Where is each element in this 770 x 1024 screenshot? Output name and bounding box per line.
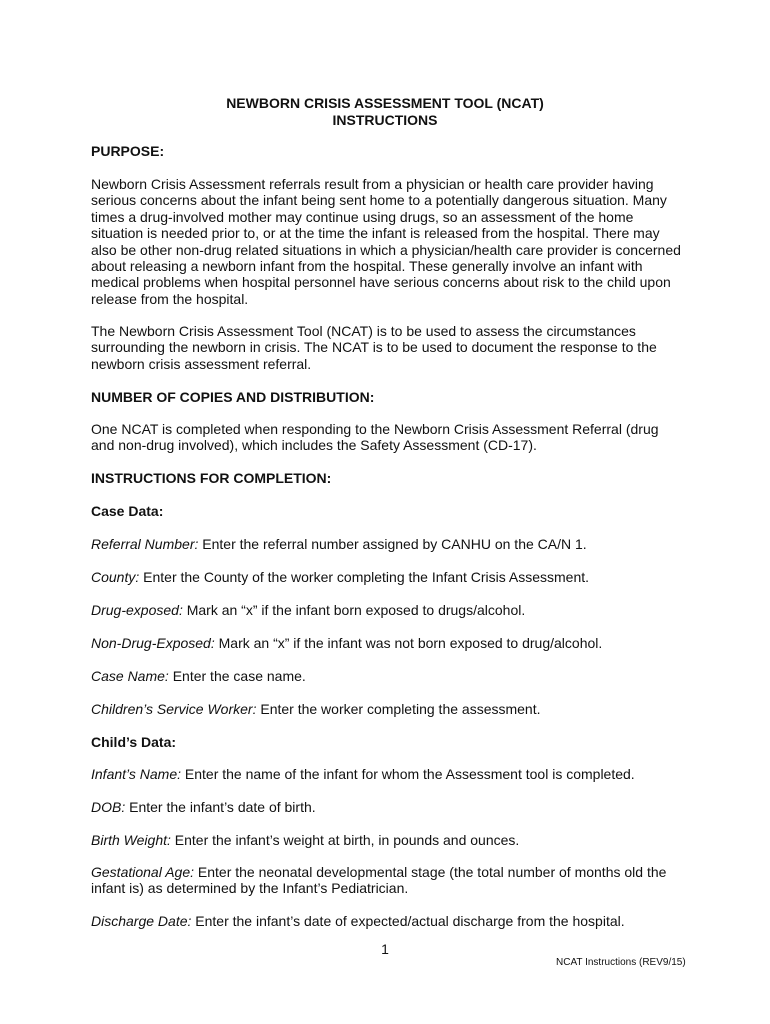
dob-text: Enter the infant’s date of birth.: [125, 799, 316, 815]
discharge-date-label: Discharge Date:: [91, 913, 192, 929]
birth-weight-label: Birth Weight:: [91, 832, 171, 848]
service-worker-label: Children’s Service Worker:: [91, 701, 257, 717]
case-data-heading: Case Data:: [91, 503, 164, 519]
drug-exposed-text: Mark an “x” if the infant born exposed to drugs/alcohol.: [182, 602, 526, 618]
discharge-date-item: [91, 913, 681, 929]
non-drug-exposed-item: [91, 635, 681, 651]
gestational-age-label: Gestational Age:: [91, 864, 194, 880]
drug-exposed-item: [91, 602, 681, 618]
county-item: [91, 569, 681, 585]
purpose-paragraph-1: Newborn Crisis Assessment referrals result from a physician or health care provider having serious concerns about the infant being sent home to a potentially dangerous situation. Many times a drug-involved mother may continue using drugs, so an assessment of the home situation is needed prior to, or at the time the infant is released from the hospital. There may also be other non-drug related situations in which a physician/health care provider is concerned about releasing a newborn infant from the hospital. These generally involve an infant with medical problems when hospital personnel have serious concerns about risk to the child upon release from the hospital.: [91, 176, 681, 307]
dob-item: [91, 799, 681, 815]
page-number: 1: [381, 941, 389, 957]
instructions-heading: INSTRUCTIONS FOR COMPLETION:: [91, 470, 332, 486]
non-drug-exposed-label: Non-Drug-Exposed:: [91, 635, 215, 651]
child-data-heading: Child’s Data:: [91, 734, 177, 750]
document-title: NEWBORN CRISIS ASSESSMENT TOOL (NCAT): [226, 95, 544, 111]
county-label: County:: [91, 569, 140, 585]
birth-weight-text: Enter the infant’s weight at birth, in pounds and ounces.: [170, 832, 520, 848]
infant-name-label: Infant’s Name:: [91, 766, 182, 782]
non-drug-exposed-text: Mark an “x” if the infant was not born exposed to drug/alcohol.: [214, 635, 603, 651]
document-subtitle: INSTRUCTIONS: [332, 112, 438, 128]
referral-number-item: [91, 536, 681, 552]
footer-revision: NCAT Instructions (REV9/15): [556, 957, 686, 968]
purpose-heading: PURPOSE:: [91, 143, 165, 159]
infant-name-item: [91, 766, 681, 782]
county-text: Enter the County of the worker completing the Infant Crisis Assessment.: [139, 569, 590, 585]
birth-weight-item: [91, 832, 681, 848]
purpose-paragraph-2: The Newborn Crisis Assessment Tool (NCAT) is to be used to assess the circumstances surrounding the newborn in crisis. The NCAT is to be used to document the response to the newborn crisis assessment referral.: [91, 323, 657, 372]
service-worker-item: [91, 701, 681, 717]
referral-number-label: Referral Number:: [91, 536, 199, 552]
dob-label: DOB:: [91, 799, 126, 815]
discharge-date-text: Enter the infant’s date of expected/actual discharge from the hospital.: [191, 913, 625, 929]
case-name-label: Case Name:: [91, 668, 169, 684]
referral-number-text: Enter the referral number assigned by CANHU on the CA/N 1.: [198, 536, 587, 552]
drug-exposed-label: Drug-exposed:: [91, 602, 183, 618]
case-name-item: [91, 668, 681, 684]
case-name-text: Enter the case name.: [168, 668, 306, 684]
service-worker-text: Enter the worker completing the assessment.: [256, 701, 541, 717]
copies-heading: NUMBER OF COPIES AND DISTRIBUTION:: [91, 389, 375, 405]
gestational-age-text: Enter the neonatal developmental stage (the total number of months old the infant is) as determined by the Infant’s Pediatrician.: [91, 864, 667, 897]
gestational-age-item: [91, 864, 681, 897]
infant-name-text: Enter the name of the infant for whom the Assessment tool is completed.: [181, 766, 635, 782]
copies-paragraph: One NCAT is completed when responding to the Newborn Crisis Assessment Referral (drug and non-drug involved), which includes the Safety Assessment (CD-17).: [91, 421, 659, 454]
